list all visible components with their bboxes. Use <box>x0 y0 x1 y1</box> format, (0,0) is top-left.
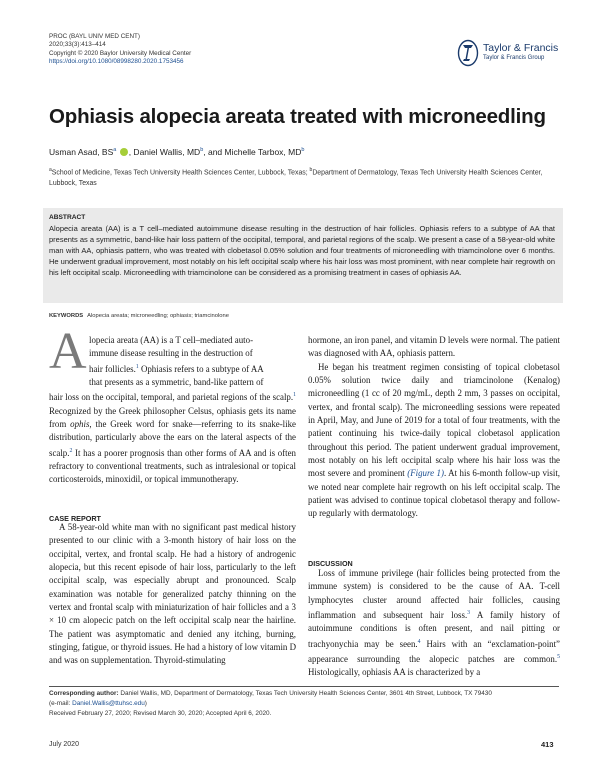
treatment-text: . At his 6-month follow-up visit, we noted near complete hair regrowth on his left occipital scalp. The patient was advised to continue topical clobetasol therapy and follow-up regularly with dermatology. <box>308 468 561 519</box>
discussion-text-span: Histologically, ophiasis AA is characterized by a <box>308 667 481 678</box>
discussion-text <box>308 567 560 680</box>
discussion-paragraph <box>308 567 560 680</box>
intro-line: that presents as a symmetric, band-like pattern of <box>89 377 264 387</box>
discussion-text-span: Hairs with an “exclamation-point” appearance surrounding the alopecic patches are common. <box>308 638 560 664</box>
author-3-affil: b <box>301 147 305 154</box>
email-suffix: ) <box>144 699 147 707</box>
page-number: 413 <box>541 740 554 749</box>
intro-text: hair loss on the occipital, temporal, and parietal regions of the scalp. <box>49 392 294 403</box>
affil-b-marker: b <box>309 167 313 173</box>
case-report-heading: CASE REPORT <box>49 514 101 523</box>
intro-text: hair follicles. <box>89 363 136 374</box>
author-3: , and Michelle Tarbox, MD <box>203 147 302 157</box>
corresponding-author <box>49 689 564 699</box>
intro-text: Recognized by the Greek philosopher Celsus, ophiasis gets its name from <box>49 405 296 429</box>
email-prefix: (e-mail: <box>49 699 73 707</box>
case-paragraph: hormone, an iron panel, and vitamin D levels were normal. The patient was diagnosed with AA, ophiasis pattern. <box>308 335 560 359</box>
received-dates: Received February 27, 2020; Revised March 30, 2020; Accepted April 6, 2020. <box>49 709 272 717</box>
intro-text: It has a poorer prognosis than other forms of AA and is often refractory to conventional treatments, such as intralesional or topical corticosteroids, minoxidil, or topical immunotherapy. <box>49 447 296 485</box>
affiliations <box>49 165 559 189</box>
intro-text: , the Greek word for snake—referring to its snake-like distribution, particularly above the ears on the lateral aspects of the scalp. <box>49 419 296 458</box>
publisher-logo <box>457 39 557 69</box>
corresponding-text: Daniel Wallis, MD, Department of Dermatology, Texas Tech University Health Sciences Center, 3601 4th Street, Lubbock, TX 79430 <box>118 690 492 697</box>
journal-name: PROC (BAYL UNIV MED CENT) <box>49 33 140 40</box>
keywords <box>49 313 229 319</box>
journal-volume: 2020;33(3):413–414 <box>49 41 106 49</box>
author-list <box>49 147 304 157</box>
discussion-text-span: Loss of immune privilege (hair follicles being protected from the immune system) is considered to be the cause of AA. T-cell lymphocytes cluster around affected hair follicles, causing inflammation and subsequent hair loss. <box>308 568 560 620</box>
case-report-text <box>49 521 296 668</box>
case-paragraph: A 58-year-old white man with no significant past medical history presented to our clinic with a 3-month history of hair loss on the occipital, vertex, and frontal scalp. He had a history of androgenic alopecia, but this recent episode of hair loss, particularly to the left occipital scalp, was especially abrupt and pronounced. Scalp examination was notable for generalized patchy thinning on the vertex and frontal scalp with miniaturization of hair follicles and a 3 × 10 cm alopecic patch on the left occipital scalp near the hairline. The patient was asymptomatic and denied any itching, burning, stinging, fatigue, or thyroid issues. He had a history of low vitamin D and was on supplementation. Thyroid-stimulating <box>49 522 296 666</box>
citation-ref[interactable]: 5 <box>557 654 560 660</box>
affiliation-a: School of Medicine, Texas Tech University Health Sciences Center, Lubbock, Texas; <box>51 169 310 177</box>
author-1-affil: a <box>113 147 117 154</box>
affiliation-b: Department of Dermatology, Texas Tech University Health Sciences Center, Lubbock, Texas <box>49 169 543 187</box>
affil-a-marker: a <box>49 167 52 173</box>
footer-notes <box>49 689 564 718</box>
treatment-paragraph <box>308 361 560 521</box>
intro-line: lopecia areata (AA) is a T cell–mediated auto- <box>89 335 254 345</box>
author-2-affil: b <box>200 147 204 154</box>
citation-ref[interactable]: 3 <box>467 610 471 617</box>
author-2: , Daniel Wallis, MD <box>128 147 201 157</box>
intro-line: immune disease resulting in the destruction of <box>89 348 253 359</box>
corresponding-label: Corresponding author: <box>49 690 119 697</box>
doi-link[interactable]: https://doi.org/10.1080/08998280.2020.1753456 <box>49 57 184 65</box>
greek-term: ophis <box>70 419 90 429</box>
taylor-francis-logo-icon <box>457 39 479 67</box>
publisher-name: Taylor & Francis <box>483 42 559 54</box>
intro-line <box>49 361 296 376</box>
case-report-continued <box>308 334 560 521</box>
footer-divider <box>49 686 559 687</box>
keywords-label: KEYWORDS <box>49 313 84 319</box>
author-1: Usman Asad, BS <box>49 147 114 157</box>
treatment-text: He began his treatment regimen consisting of topical clobetasol 0.05% solution twice daily and triamcinolone (Kenalog) microneedling (1 cc of 20 mg/mL, depth 2 mm, 3 passes on occipital, vertex, and frontal scalp). The microneedling sessions were repeated in April, May, and June of 2019 for a total of four treatments, with the patient continuing his twice-daily topical clobetasol application throughout this period. The patient underwent gradual improvement, most notably on his left occipital scalp where his hair loss was the most severe and prominent <box>308 361 560 479</box>
intro-paragraph <box>49 389 296 486</box>
abstract-text: Alopecia areata (AA) is a T cell–mediated autoimmune disease resulting in the destruction of hair follicles. Ophiasis refers to a subtype of AA that presents as a symmetric, band-like hair loss pattern of the occipital, temporal, and parietal regions of the scalp. We present a case of a 58-year-old white man with AA, ophiasis pattern, who was treated with clobetasol 0.05% solution and four treatments of microneedling with triamcinolone over 6 months. He underwent gradual improvement, most notably on his left occipital scalp where his hair loss was most prominent, with near complete hair regrowth on his left occipital scalp. Microneedling with triamcinolone can be considered as a promising treatment in cases of ophiasis AA. <box>49 224 555 278</box>
issue-date: July 2020 <box>49 741 79 748</box>
orcid-icon[interactable] <box>120 148 128 156</box>
introduction-text <box>49 334 296 487</box>
discussion-text-span: A family history of autoimmune conditions is often present, and nail pitting or trachyonychia may be seen. <box>308 610 560 649</box>
figure-1-link[interactable]: (Figure 1) <box>407 468 444 479</box>
citation-ref[interactable]: 2 <box>69 447 73 454</box>
publisher-group: Taylor & Francis Group <box>483 55 545 61</box>
citation-ref[interactable]: 1 <box>293 392 296 399</box>
journal-metadata <box>49 33 191 66</box>
copyright-line: Copyright © 2020 Baylor University Medical Center <box>49 49 192 57</box>
citation-ref[interactable]: 1 <box>135 363 139 370</box>
drop-cap: A <box>49 323 87 380</box>
discussion-heading: DISCUSSION <box>308 559 353 568</box>
article-title: Ophiasis alopecia areata treated with microneedling <box>49 105 546 128</box>
email-line <box>49 699 564 709</box>
keywords-text: Alopecia areata; microneedling; ophiasis; triamcinolone <box>87 313 229 319</box>
intro-text: Ophiasis refers to a subtype of AA <box>138 363 264 374</box>
citation-ref[interactable]: 4 <box>417 638 421 645</box>
abstract-heading: ABSTRACT <box>49 214 86 221</box>
email-link[interactable]: Daniel.Wallis@ttuhsc.edu <box>72 699 145 707</box>
